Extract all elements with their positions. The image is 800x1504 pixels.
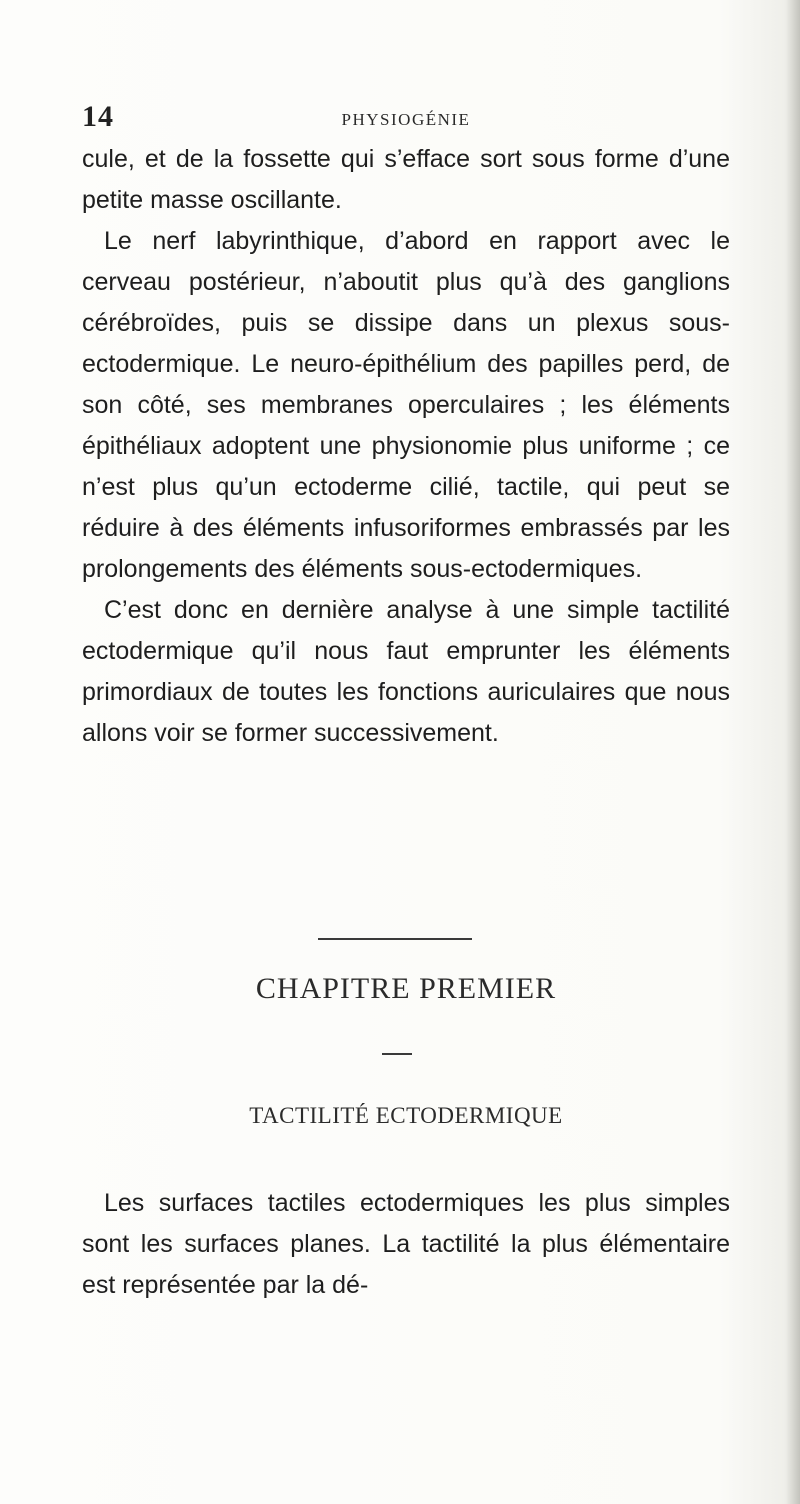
paragraph-continuation: cule, et de la fossette qui s’efface sort sous forme d’une petite masse oscillante. [82, 145, 730, 214]
chapter-body-text [82, 1183, 730, 1306]
paragraph-tactilite-conclusion: C’est donc en dernière analyse à une simple tactilité ectodermique qu’il nous faut emprunter les éléments primordiaux de toutes les fonctions auriculaires que nous allons voir se former successivement. [82, 596, 730, 747]
paragraph-nerf-labyrinthique: Le nerf labyrinthique, d’abord en rapport avec le cerveau postérieur, n’aboutit plus qu’à des ganglions cérébroïdes, puis se dissipe dans un plexus sous-ectodermique. Le neuro-épithélium des papilles perd, de son côté, ses membranes operculaires ; les éléments épithéliaux adoptent une physionomie plus uniforme ; ce n’est plus qu’un ectoderme cilié, tactile, qui peut se réduire à des éléments infusoriformes embrassés par les prolongements des éléments sous-ectodermiques. [82, 227, 730, 583]
section-title: TACTILITÉ ECTODERMIQUE [249, 1103, 563, 1128]
chapter-separator-rule [318, 938, 472, 940]
title-divider-rule [382, 1053, 412, 1055]
page-number: 14 [82, 100, 114, 133]
body-text [82, 139, 730, 754]
page-edge-shadow [786, 0, 800, 1504]
running-head [82, 100, 730, 140]
paragraph-surfaces-tactiles: Les surfaces tactiles ectodermiques les plus simples sont les surfaces planes. La tactilité la plus élémentaire est représentée par la dé- [82, 1189, 730, 1299]
running-title: PHYSIOGÉNIE [341, 110, 471, 129]
chapter-title: CHAPITRE PREMIER [255, 972, 557, 1005]
